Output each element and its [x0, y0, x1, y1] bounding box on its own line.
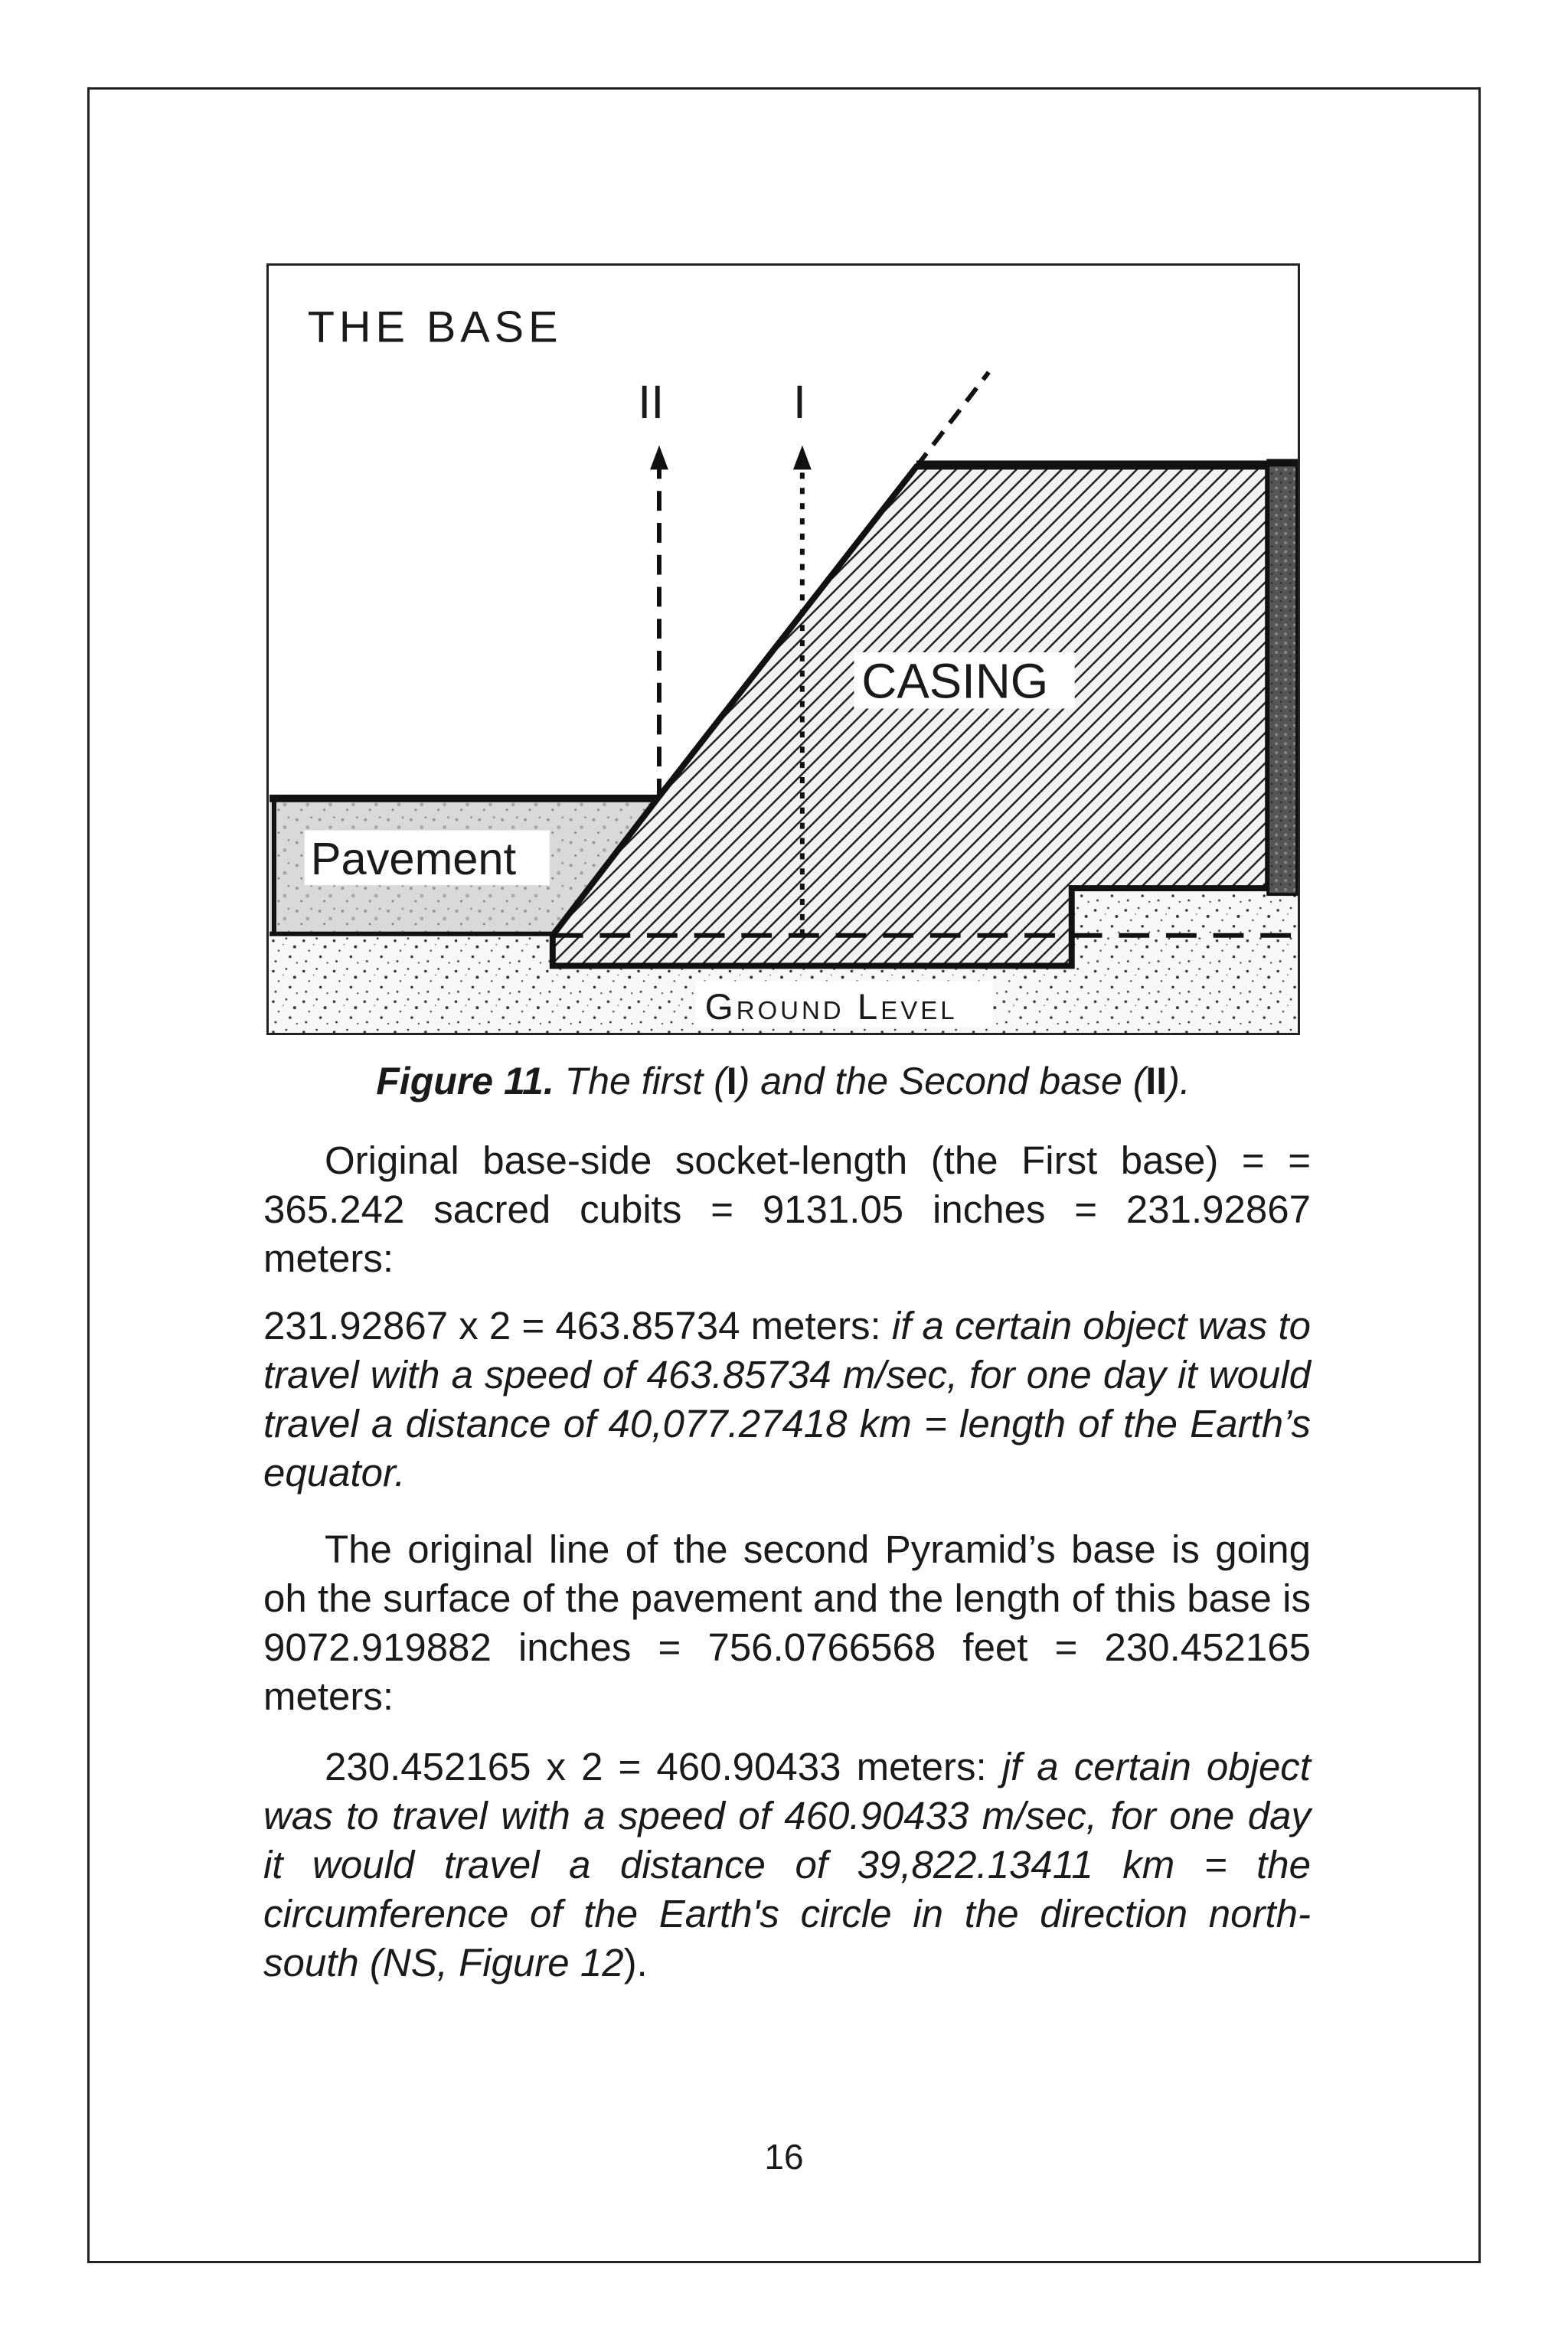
slope-extension	[916, 372, 988, 466]
paragraph-4-plain: 230.452165 x 2 = 460.90433 meters:	[325, 1745, 1002, 1788]
pavement-label: Pavement	[310, 833, 517, 885]
paragraph-2-italic: if a certain object was to travel with a speed of 463.85734 m/sec, for one day it would travel a distance of 40,077.27418 km = length of the Earth’s equator.	[263, 1304, 1311, 1494]
ground-level-label: Ground Level	[704, 987, 958, 1028]
caption-figure-ref: Figure 11.	[376, 1060, 554, 1102]
caption-roman-2: II	[1145, 1060, 1168, 1102]
base-diagram	[269, 266, 1298, 1033]
casing-label: CASING	[861, 654, 1049, 709]
figure-title: THE BASE	[307, 302, 563, 352]
ground-right-fill	[1072, 888, 1297, 934]
caption-roman-1: I	[726, 1060, 737, 1102]
paragraph-2	[263, 1302, 1311, 1498]
paragraph-1	[263, 1136, 1311, 1283]
caption-text-1: The first (	[554, 1060, 727, 1102]
paragraph-3	[263, 1525, 1311, 1721]
paragraph-4-text	[263, 1743, 1311, 1988]
caption-text-2: ) and the Second base (	[737, 1060, 1146, 1102]
paragraph-4	[263, 1743, 1311, 1988]
page-number: 16	[764, 2137, 804, 2177]
base-figure	[266, 263, 1300, 1035]
marker-II: II	[638, 375, 665, 429]
paragraph-3-text: The original line of the second Pyramid’s base is going oh the surface of the pavement and the length of this base is 9072.919882 inches = 756.0766568 feet = 230.452165 meters:	[263, 1527, 1311, 1718]
paragraph-4-italic: jf a certain object was to travel with a speed of 460.90433 m/sec, for one day it would travel a distance of 39,822.13411 km = the circumference of the Earth's circle in the direction north-south (NS, Figure 12	[263, 1745, 1311, 1984]
base-I-arrowhead	[793, 446, 812, 470]
paragraph-2-text	[263, 1302, 1311, 1498]
caption-text-3: ).	[1167, 1060, 1191, 1102]
figure-caption	[266, 1058, 1300, 1104]
paragraph-2-plain: 231.92867 x 2 = 463.85734 meters:	[263, 1304, 892, 1348]
base-II-arrowhead	[650, 446, 668, 470]
marker-I: I	[792, 375, 807, 429]
paragraph-1-text: Original base-side socket-length (the First base) = = 365.242 sacred cubits = 9131.05 inches = 231.92867 meters:	[263, 1138, 1311, 1280]
paragraph-4-end: ).	[623, 1941, 648, 1984]
core-stones	[1268, 460, 1297, 894]
